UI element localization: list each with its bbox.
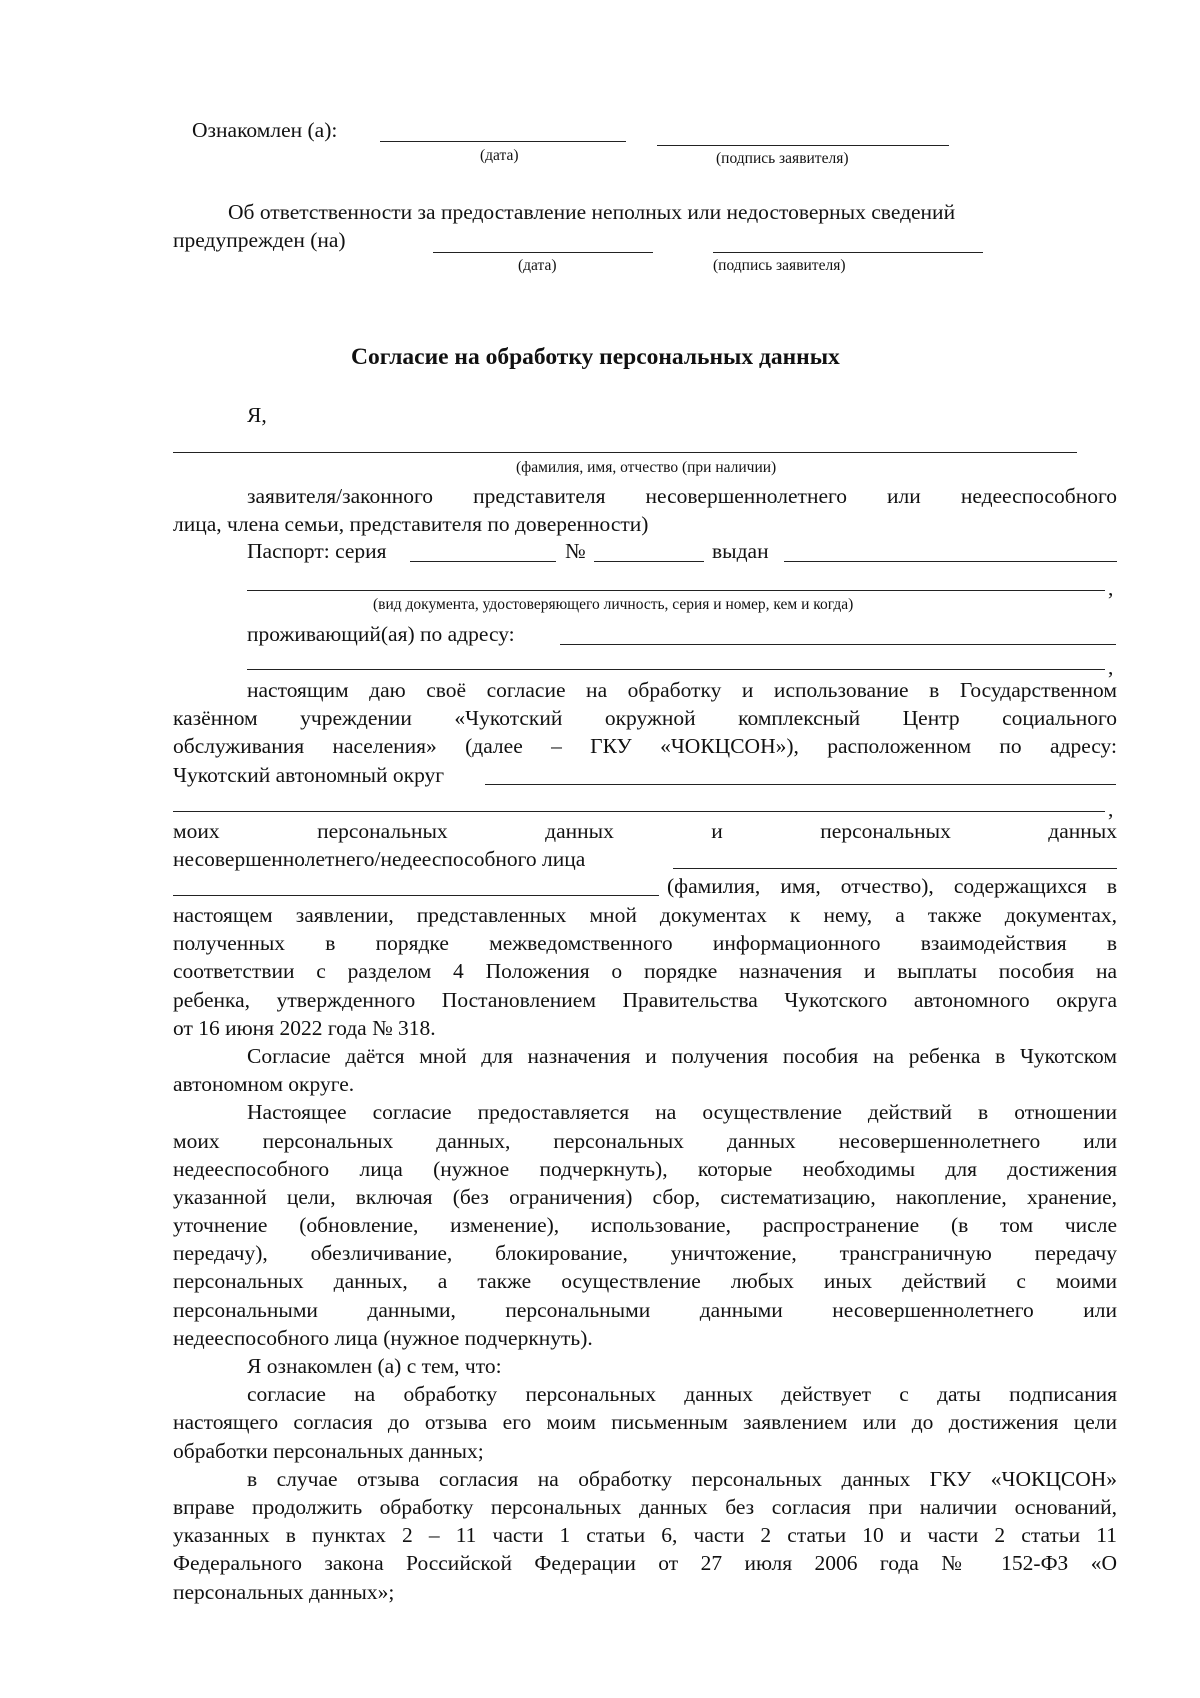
p6-line: согласие на обработку персональных данных действует с даты подписания — [247, 1382, 1117, 1407]
consent-body — [173, 482, 1117, 538]
okrug-line-comma: , — [1108, 797, 1114, 821]
p4-line: недееспособного лица (нужное подчеркнуть), которые необходимы для достижения — [173, 1156, 1117, 1181]
minor-fio-line-2 — [173, 895, 659, 896]
warning-line-1: Об ответственности за предоставление неполных или недостоверных сведений — [228, 200, 956, 224]
p2-line: полученных в порядке межведомственного информационного взаимодействия в — [173, 931, 1117, 956]
p2-fio-text — [667, 876, 1117, 898]
p4-line: уточнение (обновление, изменение), использование, распространение (в том числе — [173, 1213, 1117, 1238]
warning-sign-line — [713, 252, 983, 253]
p2-minor-label: несовершеннолетнего/недееспособного лица — [173, 847, 586, 871]
address-line-2 — [247, 669, 1105, 670]
p4-line: моих персональных данных, персональных данных несовершеннолетнего или — [173, 1128, 1117, 1153]
p2-line: моих персональных данных и персональных данных — [173, 819, 1117, 843]
p7-line: Федерального закона Российской Федерации от 27 июля 2006 года № 152-ФЗ «О — [173, 1551, 1117, 1576]
paragraph-1 — [173, 676, 1117, 761]
warning-date-line — [433, 252, 653, 253]
warning-sign-caption: (подпись заявителя) — [713, 257, 846, 274]
ack-date-caption: (дата) — [480, 147, 519, 164]
address-label: проживающий(ая) по адресу: — [247, 622, 515, 646]
p4-line: персональными данными, персональными данными несовершеннолетнего или — [173, 1297, 1117, 1322]
passport-issued-line — [784, 561, 1117, 562]
consent-ya: Я, — [247, 403, 267, 427]
address-line-1 — [560, 644, 1116, 645]
p4-line: указанной цели, включая (без ограничения) сбор, систематизацию, накопление, хранение, — [173, 1184, 1117, 1209]
p1-line: настоящим даю своё согласие на обработку и использование в Государственном — [247, 678, 1117, 702]
ack-label: Ознакомлен (а): — [192, 118, 338, 142]
p2-line: от 16 июня 2022 года № 318. — [173, 1015, 436, 1040]
ack-sign-caption: (подпись заявителя) — [716, 150, 849, 167]
passport-no-label: № — [565, 539, 586, 563]
paragraph-2 — [173, 817, 1117, 845]
passport-label: Паспорт: серия — [247, 539, 387, 563]
doc-caption: (вид документа, удостоверяющего личность, серия и номер, кем и когда) — [373, 596, 854, 613]
ack-date-line — [380, 141, 626, 142]
paragraph-2-body — [173, 901, 1117, 1606]
p4-line: Настоящее согласие предоставляется на осуществление действий в отношении — [247, 1100, 1117, 1125]
p7-line: вправе продолжить обработку персональных данных без согласия при наличии оснований, — [173, 1494, 1117, 1519]
passport-number-line — [594, 561, 704, 562]
document-line-comma: , — [1108, 576, 1114, 600]
p7-line: персональных данных»; — [173, 1579, 395, 1604]
passport-series-line — [410, 561, 556, 562]
minor-fio-line-1 — [673, 868, 1117, 869]
address-line-comma: , — [1108, 655, 1114, 679]
warning-line-2: предупрежден (на) — [173, 228, 346, 252]
p4-line: персональных данных, а также осуществление любых иных действий с моими — [173, 1269, 1117, 1294]
role-line-2: лица, члена семьи, представителя по доверенности) — [173, 512, 649, 537]
passport-issued-label: выдан — [712, 539, 769, 563]
p1-line: казённом учреждении «Чукотский окружной комплексный Центр социального — [173, 706, 1117, 731]
p6-line: обработки персональных данных; — [173, 1438, 484, 1463]
document-line — [247, 590, 1105, 591]
p7-line: указанных в пунктах 2 – 11 части 1 статьи 6, части 2 статьи 10 и части 2 статьи 11 — [173, 1523, 1117, 1548]
p7-line: в случае отзыва согласия на обработку персональных данных ГКУ «ЧОКЦСОН» — [247, 1466, 1117, 1491]
p2-fio-caption: (фамилия, имя, отчество), содержащихся в — [667, 874, 1117, 898]
p3-line: автономном округе. — [173, 1072, 355, 1097]
ack-sign-line — [657, 145, 949, 146]
p2-line: соответствии с разделом 4 Положения о порядке назначения и выплаты пособия на — [173, 959, 1117, 984]
p5-line: Я ознакомлен (а) с тем, что: — [247, 1354, 502, 1378]
p4-line: недееспособного лица (нужное подчеркнуть). — [173, 1325, 593, 1350]
warning-date-caption: (дата) — [518, 257, 557, 274]
fio-line — [173, 452, 1077, 453]
fio-caption: (фамилия, имя, отчество (при наличии) — [516, 459, 777, 476]
p4-line: передачу), обезличивание, блокирование, уничтожение, трансграничную передачу — [173, 1241, 1117, 1266]
p2-line: настоящем заявлении, представленных мной документах к нему, а также документах, — [173, 903, 1117, 927]
p3-line: Согласие даётся мной для назначения и получения пособия на ребенка в Чукотском — [247, 1043, 1117, 1068]
p1-okrug: Чукотский автономный округ — [173, 763, 445, 787]
p1-line: обслуживания населения» (далее – ГКУ «ЧОКЦСОН»), расположенном по адресу: — [173, 734, 1117, 759]
p2-line: ребенка, утвержденного Постановлением Правительства Чукотского автономного округа — [173, 987, 1117, 1012]
okrug-line-2 — [173, 811, 1105, 812]
consent-title: Согласие на обработку персональных данных — [351, 344, 840, 370]
role-line-1: заявителя/законного представителя несовершеннолетнего или недееспособного — [247, 484, 1117, 508]
p6-line: настоящего согласия до отзыва его моим письменным заявлением или до достижения цели — [173, 1410, 1117, 1435]
okrug-line-1 — [485, 784, 1116, 785]
